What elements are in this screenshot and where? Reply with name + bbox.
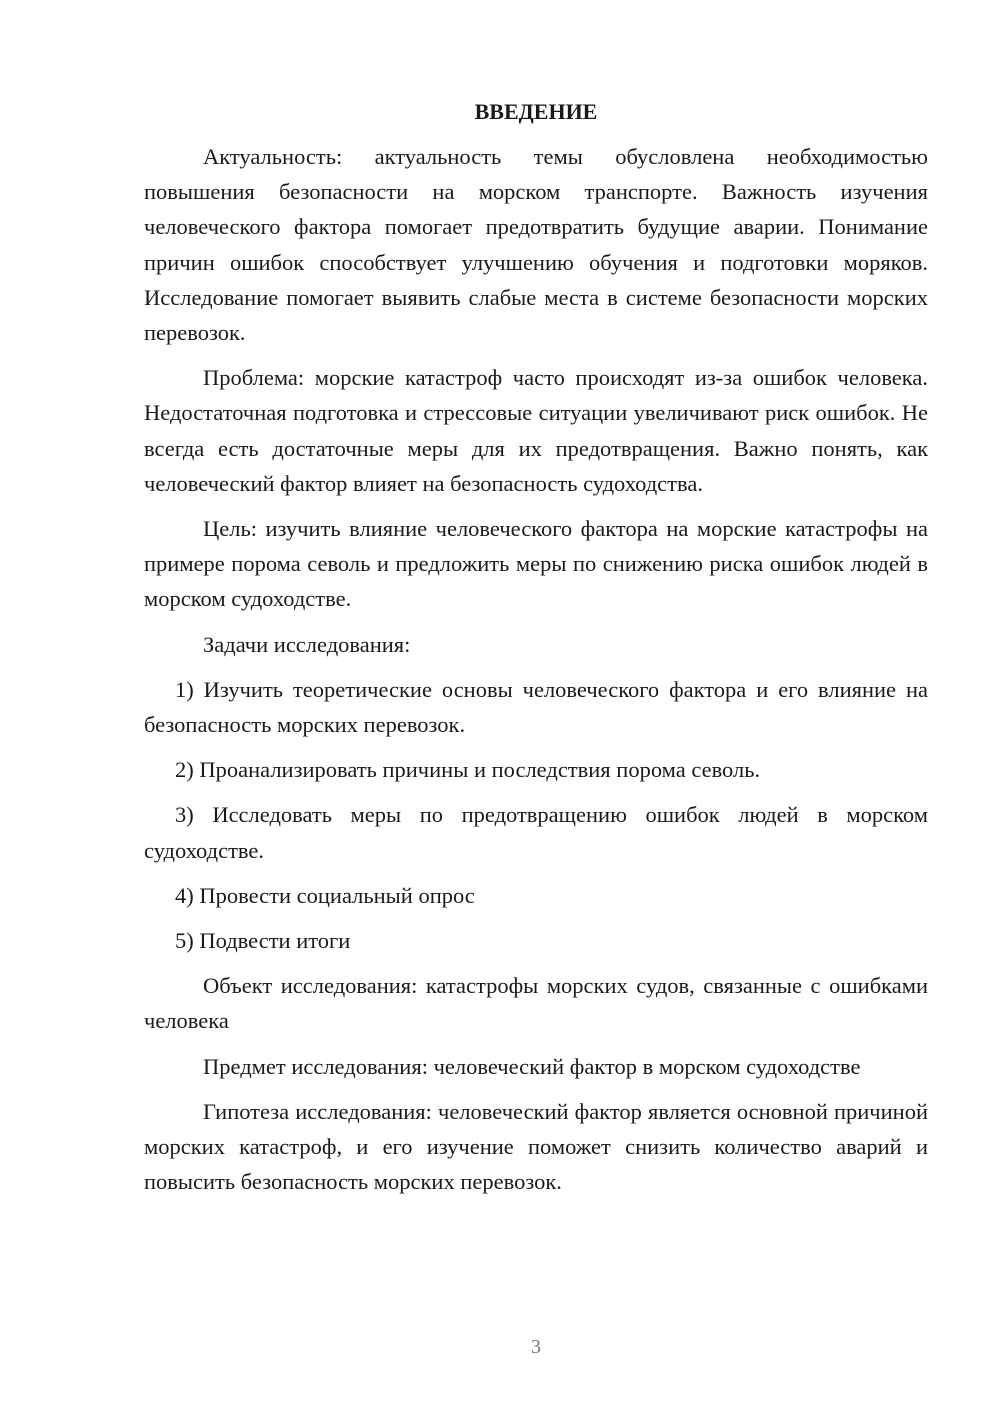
paragraph-object: Объект исследования: катастрофы морских судов, связанные с ошибками человека — [144, 973, 928, 1034]
task-item: 1) Изучить теоретические основы человеческого фактора и его влияние на безопасность морских перевозок. — [144, 676, 928, 738]
task-item: 3) Исследовать меры по предотвращению ошибок людей в морском судоходстве. — [144, 802, 928, 863]
page-number: 3 — [531, 1336, 541, 1358]
section-title: ВВЕДЕНИЕ — [474, 99, 598, 124]
task-item: 5) Подвести итоги — [175, 928, 351, 954]
paragraph-relevance: Актуальность: актуальность темы обусловлена необходимостью повышения безопасности на морском транспорте. Важность изучения человеческого фактора помогает предотвратить будущие аварии. Понимание причин ошибок способствует улучшению обучения и подготовки моряков. Исследование помогает выявить слабые места в системе безопасности морских перевозок. — [144, 144, 928, 346]
tasks-heading: Задачи исследования: — [203, 631, 411, 657]
task-item: 2) Проанализировать причины и последствия порома севоль. — [175, 757, 761, 783]
paragraph-subject: Предмет исследования: человеческий фактор в морском судоходстве — [203, 1053, 861, 1079]
paragraph-problem: Проблема: морские катастроф часто происходят из-за ошибок человека. Недостаточная подготовка и стрессовые ситуации увеличивают риск ошибок. Не всегда есть достаточные меры для их предотвращения. Важно понять, как человеческий фактор влияет на безопасность судоходства. — [144, 365, 928, 496]
paragraph-hypothesis: Гипотеза исследования: человеческий фактор является основной причиной морских катастроф, и его изучение поможет снизить количество аварий и повысить безопасность морских перевозок. — [144, 1098, 928, 1195]
paragraph-goal: Цель: изучить влияние человеческого фактора на морские катастрофы на примере порома севоль и предложить меры по снижению риска ошибок людей в морском судоходстве. — [144, 516, 928, 612]
task-item: 4) Провести социальный опрос — [175, 882, 475, 908]
document-body — [144, 94, 928, 1209]
